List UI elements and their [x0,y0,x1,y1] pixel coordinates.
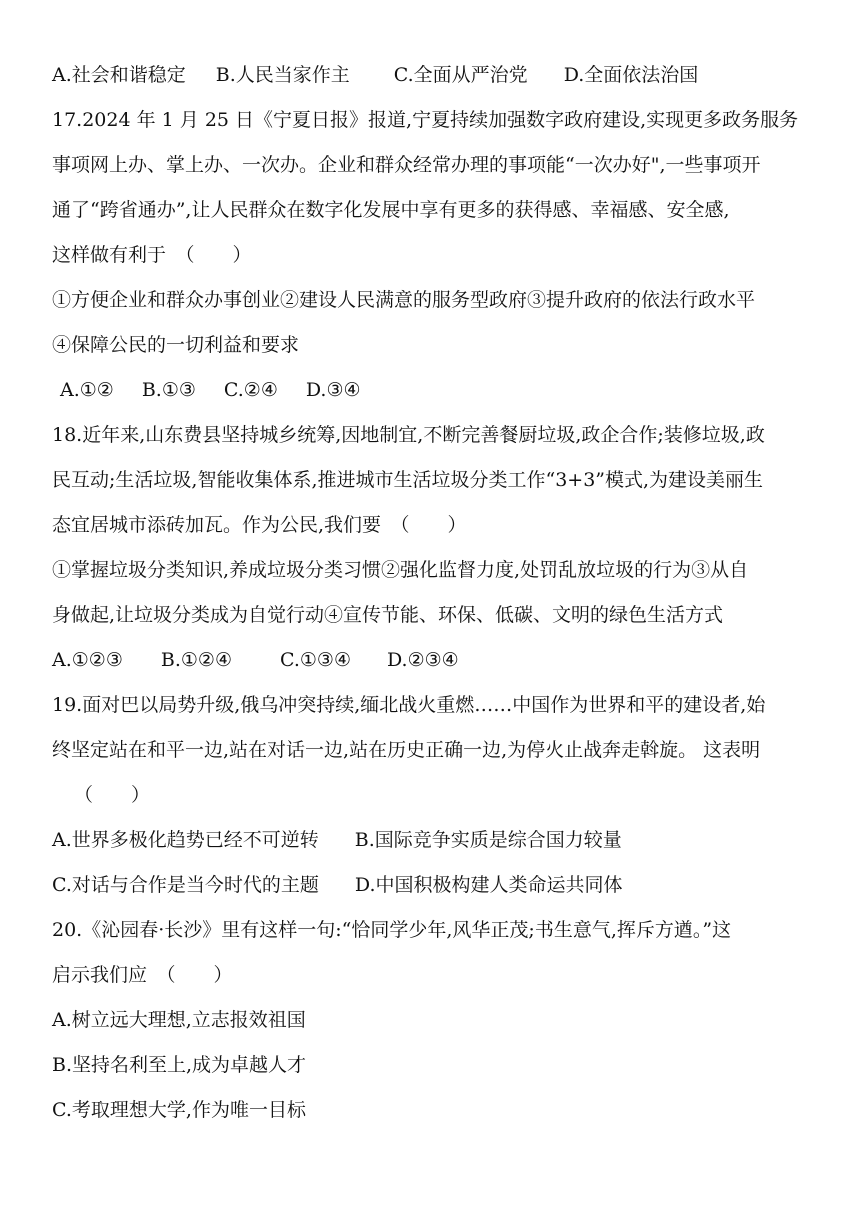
q17-stem-line-2: 事项网上办、掌上办、一次办。企业和群众经常办理的事项能“一次办好",一些事项开 [52,154,761,176]
q20-option-b: B.坚持名利至上,成为卓越人才 [52,1054,307,1076]
q19-options-row-2 [52,872,623,898]
q20-stem-line-2: 启示我们应 （ ） [52,964,233,986]
q17-option-a: A.①② [60,379,114,401]
q18-options-row [52,647,459,673]
q18-stem-line-3: 态宜居城市添砖加瓦。作为公民,我们要 （ ） [52,514,467,536]
q17-options-row [60,377,361,403]
q16-option-b: B.人民当家作主 [215,64,350,86]
q18-stem-line-1: 18.近年来,山东费县坚持城乡统筹,因地制宜,不断完善餐厨垃圾,政企合作;装修垃圾,政 [52,424,765,446]
q16-option-c: C.全面从严治党 [393,64,528,86]
q17-option-d: D.③④ [305,379,361,401]
q20-stem-line-1: 20.《沁园春·长沙》里有这样一句:“恰同学少年,风华正茂;书生意气,挥斥方遒。”这 [52,919,732,941]
q19-option-b: B.国际竞争实质是综合国力较量 [354,829,622,851]
q17-statements-line-1: ①方便企业和群众办事创业②建设人民满意的服务型政府③提升政府的依法行政水平 [52,289,756,311]
q17-option-b: B.①③ [141,379,196,401]
q16-option-a: A.社会和谐稳定 [52,64,186,86]
q16-options-row [52,62,698,88]
q19-stem-line-1: 19.面对巴以局势升级,俄乌冲突持续,缅北战火重燃……中国作为世界和平的建设者,始 [52,694,766,716]
q19-stem-line-2: 终坚定站在和平一边,站在对话一边,站在历史正确一边,为停火止战奔走斡旋。 这表明 [52,739,761,761]
q18-stem-line-2: 民互动;生活垃圾,智能收集体系,推进城市生活垃圾分类工作“3+3”模式,为建设美丽生 [52,469,764,491]
q17-statements-line-2: ④保障公民的一切利益和要求 [52,334,300,356]
q19-option-c: C.对话与合作是当今时代的主题 [52,874,319,896]
q17-stem-line-1: 17.2024 年 1 月 25 日《宁夏日报》报道,宁夏持续加强数字政府建设,实现更多政务服务 [52,109,799,131]
q18-statements-line-1: ①掌握垃圾分类知识,养成垃圾分类习惯②强化监督力度,处罚乱放垃圾的行为③从自 [52,559,749,581]
q19-options-row-1 [52,827,622,853]
q18-option-d: D.②③④ [386,649,459,671]
q18-statements-line-2: 身做起,让垃圾分类成为自觉行动④宣传节能、环保、低碳、文明的绿色生活方式 [52,604,724,626]
q17-option-c: C.②④ [223,379,278,401]
q18-option-a: A.①②③ [52,649,123,671]
q19-option-a: A.世界多极化趋势已经不可逆转 [52,829,319,851]
q19-stem-line-3: （ ） [74,784,151,806]
q19-option-d: D.中国积极构建人类命运共同体 [354,874,623,896]
q17-stem-line-4: 这样做有利于 （ ） [52,244,252,266]
q18-option-b: B.①②④ [160,649,232,671]
q16-option-d: D.全面依法治国 [563,64,699,86]
q20-option-c: C.考取理想大学,作为唯一目标 [52,1099,306,1121]
q20-option-a: A.树立远大理想,立志报效祖国 [52,1009,306,1031]
q18-option-c: C.①③④ [279,649,351,671]
q17-stem-line-3: 通了“跨省通办”,让人民群众在数字化发展中享有更多的获得感、幸福感、安全感, [52,199,730,221]
